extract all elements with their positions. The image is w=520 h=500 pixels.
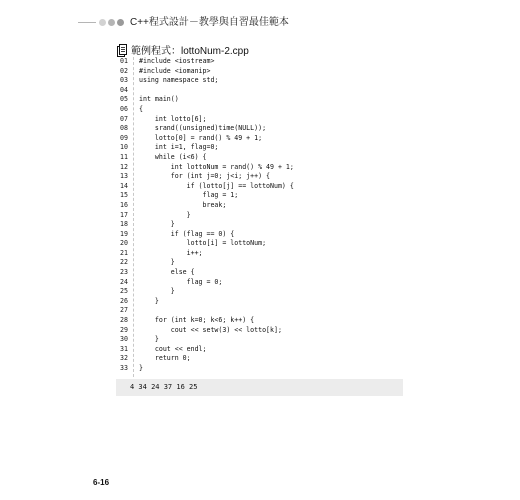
code-line [120, 345, 403, 355]
header-dot-light [99, 19, 106, 26]
code-line [120, 105, 403, 115]
line-number: 12 [120, 162, 128, 171]
running-header [78, 16, 478, 30]
code-line [120, 115, 403, 125]
code-line [120, 201, 403, 211]
code-text: } [139, 258, 175, 267]
code-text: flag = 1; [139, 191, 239, 200]
code-line [120, 230, 403, 240]
line-number: 13 [120, 172, 128, 181]
line-number: 29 [120, 325, 128, 334]
code-text: int main() [139, 95, 179, 104]
line-number: 24 [120, 277, 128, 286]
line-number: 02 [120, 66, 128, 75]
code-text: cout << setw(3) << lotto[k]; [139, 325, 282, 334]
code-text: #include <iostream> [139, 57, 215, 65]
code-line [120, 182, 403, 192]
code-text: if (flag == 0) { [139, 229, 235, 238]
code-text: #include <iomanip> [139, 66, 211, 75]
example-title: 範例程式：lottoNum-2.cpp [131, 46, 249, 57]
code-line [120, 163, 403, 173]
code-text: } [139, 220, 175, 229]
code-line [120, 95, 403, 105]
code-line [120, 172, 403, 182]
line-number: 01 [120, 57, 128, 65]
code-line [120, 306, 403, 316]
code-line [120, 220, 403, 230]
code-text: } [139, 364, 143, 372]
program-output [116, 379, 403, 396]
code-line [120, 57, 403, 67]
line-number: 27 [120, 306, 128, 315]
file-icon [117, 44, 128, 58]
code-line [120, 278, 403, 288]
line-number: 19 [120, 229, 128, 238]
code-line [120, 134, 403, 144]
line-number: 07 [120, 114, 128, 123]
line-number: 10 [120, 143, 128, 152]
code-text: flag = 0; [139, 277, 223, 286]
line-number: 23 [120, 268, 128, 277]
code-text: } [139, 287, 175, 296]
line-number: 08 [120, 124, 128, 133]
code-text: } [139, 335, 159, 344]
line-number: 31 [120, 344, 128, 353]
line-number: 09 [120, 133, 128, 142]
code-text: return 0; [139, 354, 191, 363]
code-text: else { [139, 268, 195, 277]
line-number: 17 [120, 210, 128, 219]
code-line [120, 153, 403, 163]
line-number: 03 [120, 76, 128, 85]
code-text: int lottoNum = rand() % 49 + 1; [139, 162, 294, 171]
line-number: 16 [120, 200, 128, 209]
code-line [120, 239, 403, 249]
code-text: for (int j=0; j<i; j++) { [139, 172, 271, 181]
code-text: lotto[i] = lottoNum; [139, 239, 267, 248]
code-line [120, 86, 403, 96]
line-number: 33 [120, 364, 128, 372]
code-text: } [139, 210, 191, 219]
code-text: cout << endl; [139, 344, 207, 353]
output-text: 4 34 24 37 16 25 [130, 383, 198, 391]
line-number: 06 [120, 104, 128, 113]
line-number: 30 [120, 335, 128, 344]
code-text: break; [139, 200, 227, 209]
code-line [120, 76, 403, 86]
line-number: 05 [120, 95, 128, 104]
code-text: lotto[0] = rand() % 49 + 1; [139, 133, 263, 142]
line-number: 20 [120, 239, 128, 248]
line-number: 25 [120, 287, 128, 296]
header-dot-medium [108, 19, 115, 26]
line-number: 18 [120, 220, 128, 229]
code-text: while (i<6) { [139, 152, 207, 161]
line-number: 21 [120, 248, 128, 257]
book-title: C++程式設計－教學與自習最佳範本 [130, 17, 289, 28]
code-line [120, 211, 403, 221]
code-text: int i=1, flag=0; [139, 143, 219, 152]
line-number: 04 [120, 85, 128, 94]
line-number: 22 [120, 258, 128, 267]
code-line [120, 143, 403, 153]
page-number: 6-16 [93, 478, 110, 487]
line-number: 32 [120, 354, 128, 363]
code-line [120, 191, 403, 201]
line-number: 14 [120, 181, 128, 190]
header-dot-dark [117, 19, 124, 26]
line-number: 15 [120, 191, 128, 200]
code-line [120, 364, 403, 374]
code-text: using namespace std; [139, 76, 219, 85]
code-line [120, 67, 403, 77]
code-line [120, 287, 403, 297]
line-number: 26 [120, 296, 128, 305]
code-line [120, 249, 403, 259]
code-line [120, 354, 403, 364]
code-text: { [139, 104, 143, 113]
code-text: i++; [139, 248, 203, 257]
code-line [120, 297, 403, 307]
code-text: srand((unsigned)time(NULL)); [139, 124, 267, 133]
header-rule [78, 22, 96, 23]
line-number: 28 [120, 316, 128, 325]
code-line [120, 124, 403, 134]
code-text: for (int k=0; k<6; k++) { [139, 316, 255, 325]
code-line [120, 326, 403, 336]
code-line [120, 258, 403, 268]
code-text: } [139, 296, 159, 305]
line-number: 11 [120, 152, 128, 161]
code-line [120, 316, 403, 326]
code-text: int lotto[6]; [139, 114, 207, 123]
code-line [120, 268, 403, 278]
code-line [120, 335, 403, 345]
code-listing [120, 57, 403, 374]
code-text: if (lotto[j] == lottoNum) { [139, 181, 294, 190]
